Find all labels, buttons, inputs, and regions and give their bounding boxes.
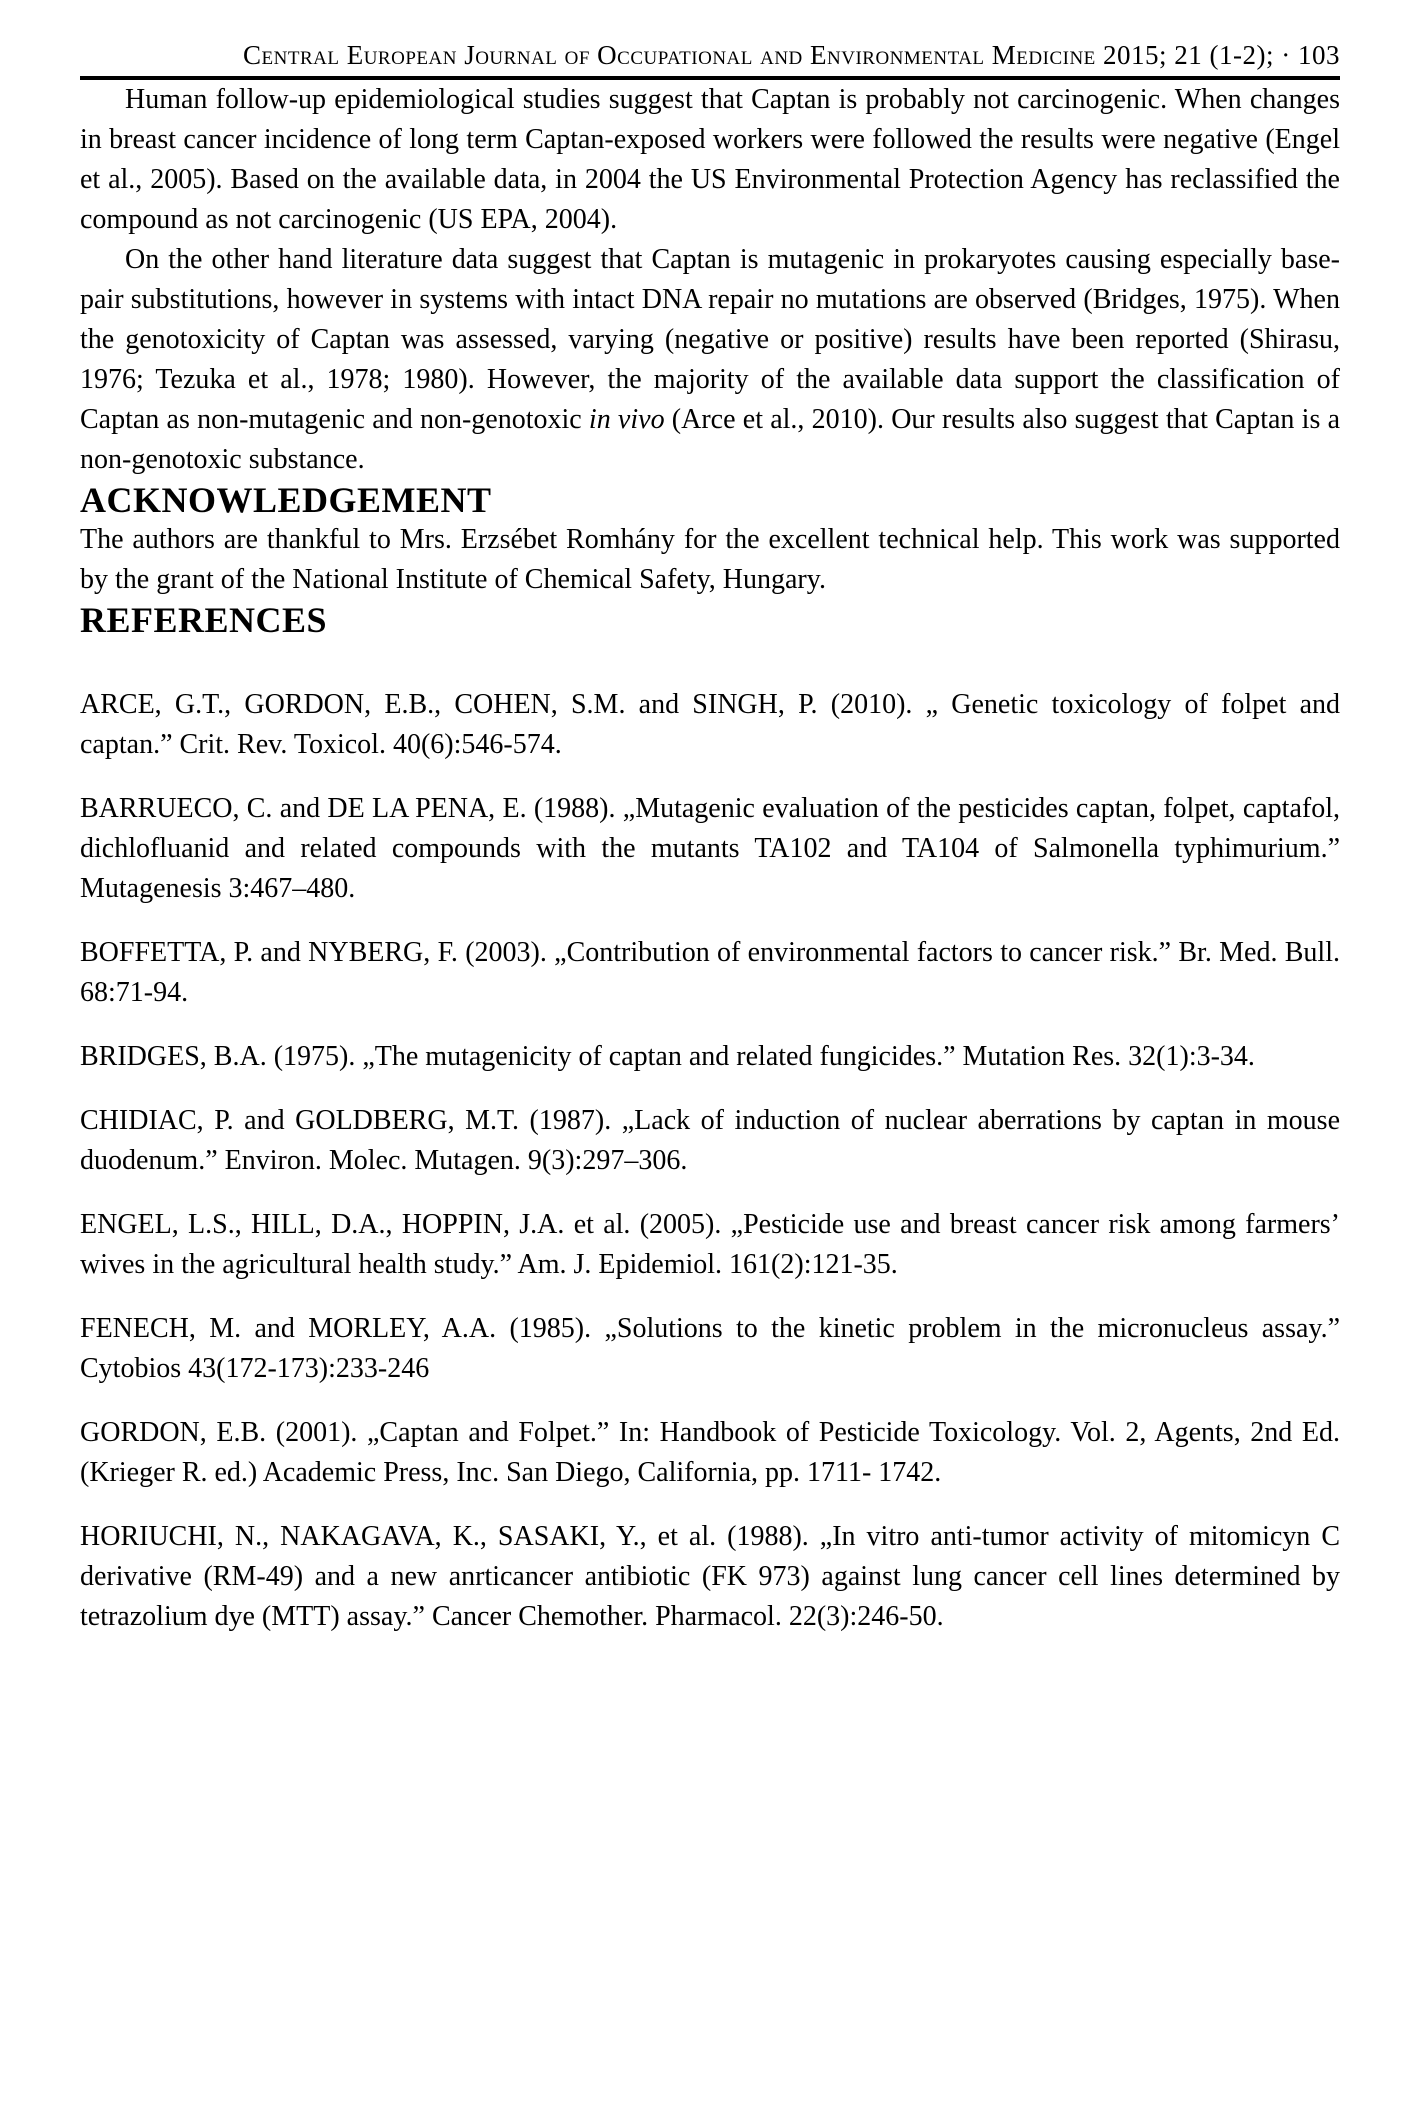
- references-heading: REFERENCES: [80, 600, 328, 640]
- references-list: [80, 685, 1340, 1637]
- body-paragraph-2: [80, 240, 1340, 480]
- reference-entry: ARCE, G.T., GORDON, E.B., COHEN, S.M. and SINGH, P. (2010). „ Genetic toxicology of folpet and captan.” Crit. Rev. Toxicol. 40(6):546-574.: [80, 689, 1340, 760]
- reference-entry: CHIDIAC, P. and GOLDBERG, M.T. (1987). „Lack of induction of nuclear aberrations by captan in mouse duodenum.” Environ. Molec. Mutagen. 9(3):297–306.: [80, 1105, 1340, 1176]
- reference-entry: GORDON, E.B. (2001). „Captan and Folpet.” In: Handbook of Pesticide Toxicology. Vol. 2, Agents, 2nd Ed. (Krieger R. ed.) Academic Press, Inc. San Diego, California, pp. 1711- 1742.: [80, 1417, 1340, 1488]
- acknowledgement-paragraph: The authors are thankful to Mrs. Erzsébet Romhány for the excellent technical help. This work was supported by the grant of the National Institute of Chemical Safety, Hungary.: [80, 524, 1340, 595]
- body-paragraph-1: Human follow-up epidemiological studies suggest that Captan is probably not carcinogenic. When changes in breast cancer incidence of long term Captan-exposed workers were followed the results were negative (Engel et al., 2005). Based on the available data, in 2004 the US Environmental Protection Agency has reclassified the compound as not carcinogenic (US EPA, 2004).: [80, 84, 1340, 235]
- acknowledgement-heading: ACKNOWLEDGEMENT: [80, 480, 492, 520]
- journal-header: Central European Journal of Occupational and Environmental Medicine 2015; 21 (1-2); · 103: [243, 40, 1340, 70]
- reference-entry: BOFFETTA, P. and NYBERG, F. (2003). „Contribution of environmental factors to cancer risk.” Br. Med. Bull. 68:71-94.: [80, 937, 1340, 1008]
- italic-phrase-in-vivo: in vivo: [588, 404, 665, 435]
- reference-entry: BRIDGES, B.A. (1975). „The mutagenicity of captan and related fungicides.” Mutation Res. 32(1):3-34.: [80, 1041, 1255, 1072]
- paragraph-2-text-before: On the other hand literature data suggest that Captan is mutagenic in prokaryotes causing especially base-pair substitutions, however in systems with intact DNA repair no mutations are observed (Bridges, 1975). When the genotoxicity of Captan was assessed, varying (negative or positive) results have been reported (Shirasu, 1976; Tezuka et al., 1978; 1980). However, the majority of the available data support the classification of Captan as non-mutagenic and non-genotoxic: [80, 244, 1340, 435]
- paragraph-2-text-after: (Arce et al., 2010). Our results also suggest that Captan is a non-genotoxic substance.: [80, 404, 1340, 475]
- reference-entry: HORIUCHI, N., NAKAGAVA, K., SASAKI, Y., et al. (1988). „In vitro anti-tumor activity of mitomicyn C derivative (RM-49) and a new anrticancer antibiotic (FK 973) against lung cancer cell lines determined by tetrazolium dye (MTT) assay.” Cancer Chemother. Pharmacol. 22(3):246-50.: [80, 1521, 1340, 1632]
- reference-entry: BARRUECO, C. and DE LA PENA, E. (1988). „Mutagenic evaluation of the pesticides captan, folpet, captafol, dichlofluanid and related compounds with the mutants TA102 and TA104 of Salmonella typhimurium.” Mutagenesis 3:467–480.: [80, 793, 1340, 904]
- reference-entry: ENGEL, L.S., HILL, D.A., HOPPIN, J.A. et al. (2005). „Pesticide use and breast cancer risk among farmers’ wives in the agricultural health study.” Am. J. Epidemiol. 161(2):121-35.: [80, 1209, 1340, 1280]
- reference-entry: FENECH, M. and MORLEY, A.A. (1985). „Solutions to the kinetic problem in the micronucleus assay.” Cytobios 43(172-173):233-246: [80, 1313, 1340, 1384]
